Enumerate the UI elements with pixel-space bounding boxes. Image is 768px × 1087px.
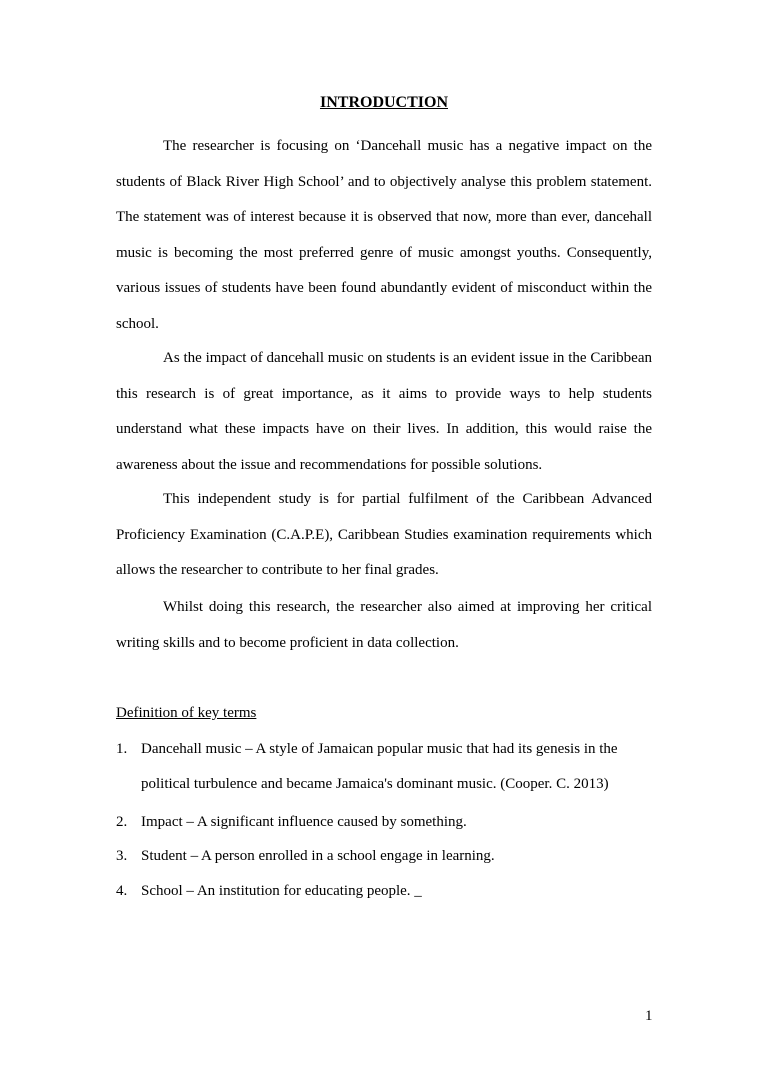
definitions-heading: Definition of key terms bbox=[116, 705, 257, 721]
list-item-number: 2. bbox=[116, 814, 128, 830]
list-item-number: 1. bbox=[116, 741, 128, 757]
list-item-text: Dancehall music – A style of Jamaican popular music that had its genesis in the political turbulence and became Jamaica's dominant music. (Cooper. C. 2013) bbox=[141, 741, 618, 792]
list-item-text: Impact – A significant influence caused by something. bbox=[141, 814, 467, 830]
paragraph-1: The researcher is focusing on ‘Dancehall music has a negative impact on the students of Black River High School’ and to objectively analyse this problem statement. The statement was of interest because it is observed that now, more than ever, dancehall music is becoming the most preferred genre of music amongst youths. Consequently, various issues of students have been found abundantly evident of misconduct within the school. bbox=[116, 138, 652, 332]
page-title: INTRODUCTION bbox=[319, 94, 448, 111]
list-item-number: 3. bbox=[116, 848, 128, 864]
paragraph-4: Whilst doing this research, the researcher also aimed at improving her critical writing skills and to become proficient in data collection. bbox=[116, 599, 652, 651]
list-item-text: School – An institution for educating people. _ bbox=[141, 883, 422, 899]
list-item-text: Student – A person enrolled in a school engage in learning. bbox=[141, 848, 495, 864]
page-number: 1 bbox=[645, 1008, 653, 1024]
list-item-number: 4. bbox=[116, 883, 128, 899]
paragraph-3: This independent study is for partial fulfilment of the Caribbean Advanced Proficiency Examination (C.A.P.E), Caribbean Studies examination requirements which allows the researcher to contribute to her final grades. bbox=[116, 491, 652, 578]
paragraph-2: As the impact of dancehall music on students is an evident issue in the Caribbean this research is of great importance, as it aims to provide ways to help students understand what these impacts have on their lives. In addition, this would raise the awareness about the issue and recommendations for possible solutions. bbox=[116, 350, 652, 473]
